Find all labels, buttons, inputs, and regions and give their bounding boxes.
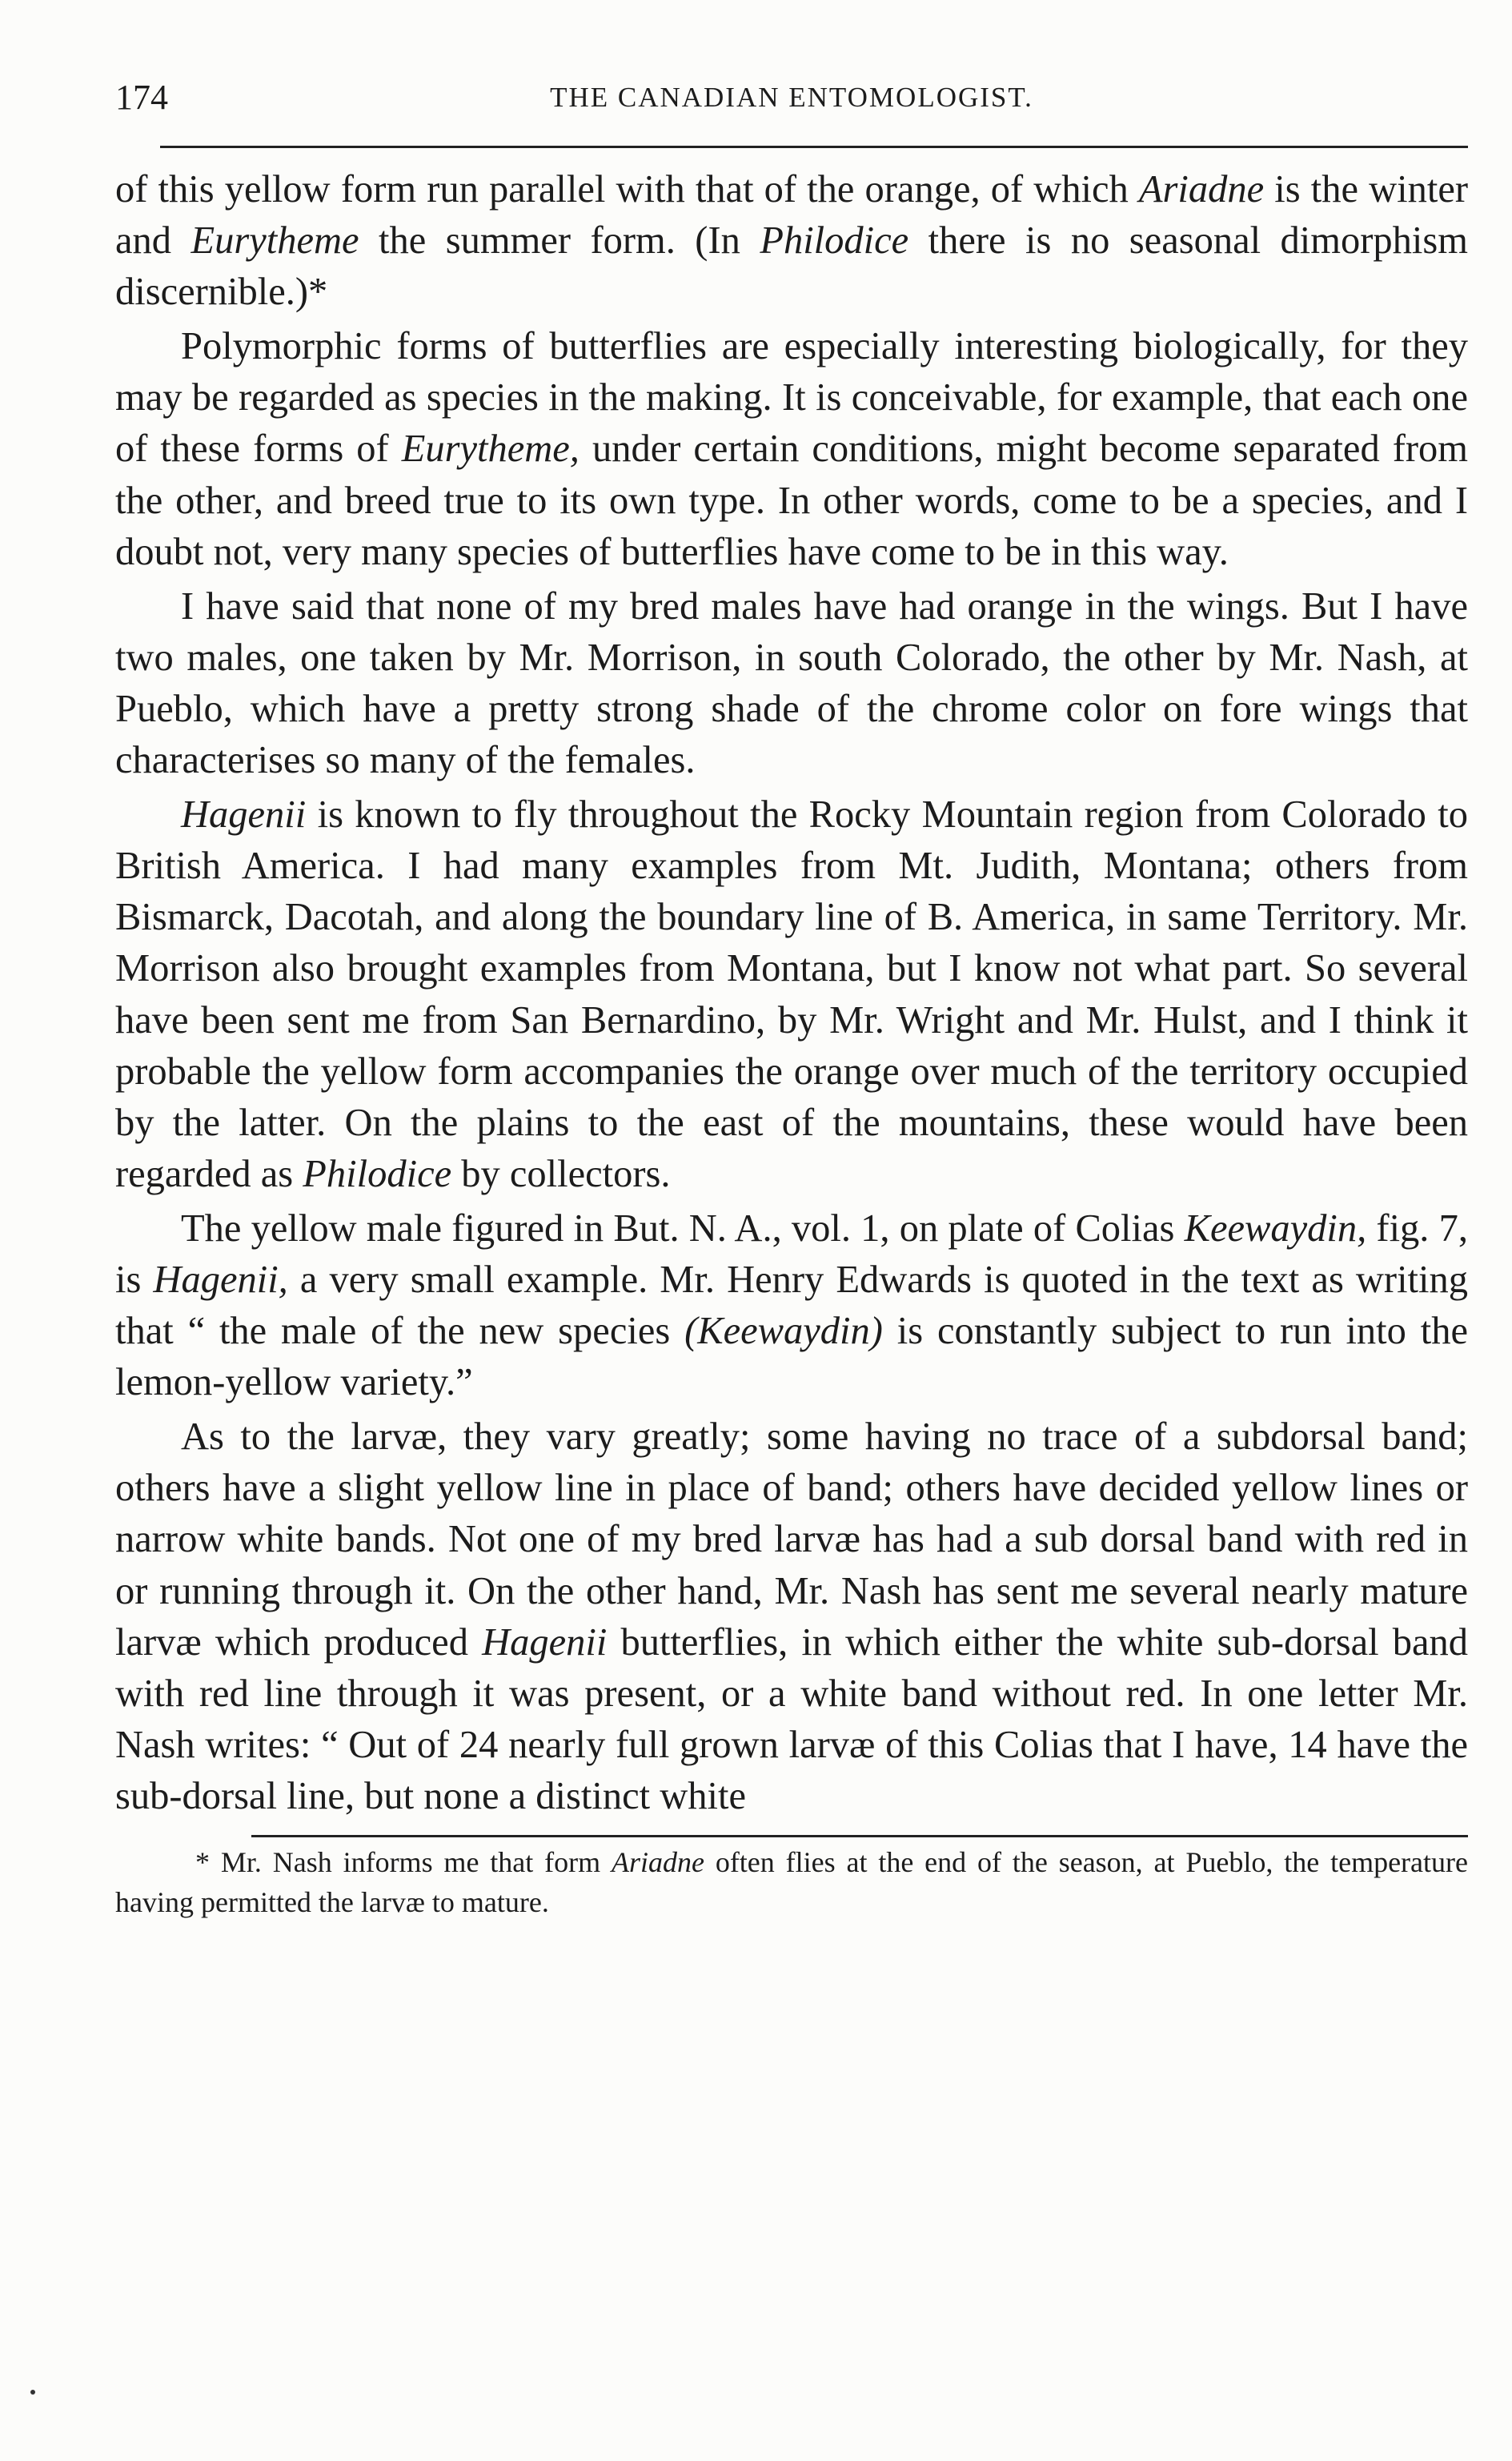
text-run: is constantly subject to run into the lemon-yellow variety.”	[115, 1310, 1469, 1404]
page-number: 174	[115, 78, 168, 117]
paragraph	[115, 789, 1468, 1200]
page-header	[115, 77, 1468, 128]
text-run: fig. 7, is	[115, 1206, 1468, 1301]
paragraph	[115, 1203, 1468, 1408]
paragraph	[115, 321, 1468, 577]
text-run: the summer form. (In	[359, 219, 760, 263]
text-run: there is no seasonal dimorphism discernible.)*	[115, 219, 1468, 314]
text-run: * Mr. Nash informs me that form	[195, 1846, 612, 1878]
italic-text: (Keewaydin)	[684, 1310, 883, 1353]
paragraph	[115, 1411, 1468, 1822]
italic-text: Philodice	[760, 219, 909, 263]
footnote-rule	[251, 1835, 1468, 1837]
text-run: The yellow male figured in But. N. A., vol. 1, on plate of Colias	[181, 1206, 1185, 1250]
header-rule	[160, 146, 1468, 148]
body-text	[115, 164, 1468, 1822]
scan-speck	[30, 2390, 35, 2395]
text-run: is the winter and	[115, 168, 1468, 263]
text-run: a very small example. Mr. Henry Edwards is quoted in the text as writing that “ the male of the new species	[115, 1258, 1468, 1353]
italic-text: Hagenii	[482, 1620, 608, 1664]
text-run: by collectors.	[451, 1152, 671, 1195]
italic-text: Ariadne	[1138, 168, 1265, 211]
footnote	[115, 1842, 1468, 1922]
text-run: often flies at the end of the season, at Pueblo, the temperature having permitted the larvæ to mature.	[115, 1846, 1468, 1918]
text-run: As to the larvæ, they vary greatly; some having no trace of a subdorsal band; others have a slight yellow line in place of band; others have decided yellow lines or narrow white bands. Not one of my bred larvæ has had a sub dorsal band with red in or running through it. On the other hand, Mr. Nash has sent me several nearly mature larvæ which produced	[115, 1415, 1468, 1664]
italic-text: Philodice	[303, 1152, 452, 1195]
paragraph	[115, 581, 1468, 786]
italic-text: Hagenii,	[153, 1258, 288, 1301]
running-title: THE CANADIAN ENTOMOLOGIST.	[550, 82, 1033, 113]
italic-text: Eurytheme,	[401, 428, 580, 471]
italic-text: Ariadne	[611, 1846, 704, 1878]
text-run: is known to fly throughout the Rocky Mountain region from Colorado to British America. I had many examples from Mt. Judith, Montana; others from Bismarck, Dacotah, and along the boundary line of B. America, in same Territory. Mr. Morrison also brought examples from Montana, but I know not what part. So several have been sent me from San Bernardino, by Mr. Wright and Mr. Hulst, and I think it probable the yellow form accompanies the orange over much of the territory occupied by the latter. On the plains to the east of the mountains, these would have been regarded as	[115, 793, 1468, 1195]
text-run: Polymorphic forms of butterflies are especially interesting biologically, for they may be regarded as species in the making. It is conceivable, for example, that each one of these forms of	[115, 325, 1468, 471]
italic-text: Hagenii	[181, 793, 307, 837]
text-run: I have said that none of my bred males have had orange in the wings. But I have two males, one taken by Mr. Morrison, in south Colorado, the other by Mr. Nash, at Pueblo, which have a pretty strong shade of the chrome color on fore wings that characterises so many of the females.	[115, 584, 1468, 782]
italic-text: Eurytheme	[191, 219, 359, 263]
page	[115, 77, 1468, 1922]
text-run: butterflies, in which either the white sub-dorsal band with red line through it was present, or a white band without red. In one letter Mr. Nash writes: “ Out of 24 nearly full grown larvæ of this Colias that I have, 14 have the sub-dorsal line, but none a distinct white	[115, 1620, 1468, 1817]
paragraph	[115, 164, 1468, 318]
text-run: under certain conditions, might become separated from the other, and breed true to its own type. In other words, come to be a species, and I doubt not, very many species of butterflies have come to be in this way.	[115, 428, 1469, 573]
text-run: of this yellow form run parallel with that of the orange, of which	[115, 168, 1139, 211]
italic-text: Keewaydin,	[1184, 1206, 1367, 1250]
